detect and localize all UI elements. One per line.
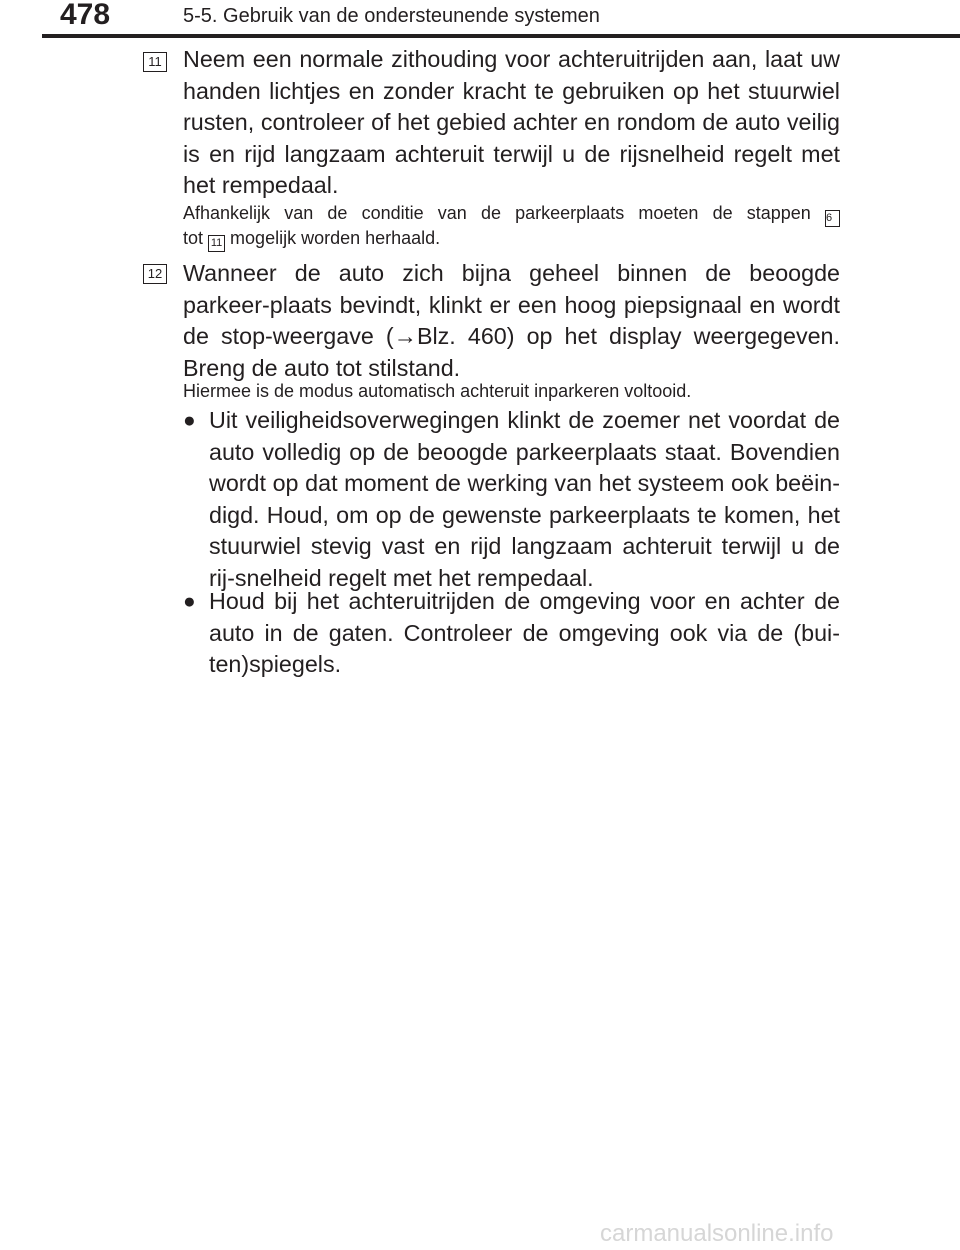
note-line	[183, 202, 840, 227]
step-text: Neem een normale zithouding voor achteruitrijden aan, laat uw handen lichtjes en zonder kracht te gebruiken op het stuurwiel rusten, controleer of het gebied achter en rondom de auto veilig is en rijd langzaam achteruit terwijl u de rijsnelheid regelt met het rempedaal.	[183, 46, 840, 198]
step-number-box: 11	[143, 52, 167, 72]
page-number: 478	[60, 0, 111, 31]
header-divider	[42, 34, 960, 38]
bullet-text: Houd bij het achteruitrijden de omgeving voor en achter de auto in de gaten. Controleer de omgeving ook via de (bui-ten)spiegels.	[209, 588, 840, 677]
note-text: mogelijk worden herhaald.	[230, 228, 441, 248]
step-ref-box: 11	[208, 235, 225, 252]
section-title: 5-5. Gebruik van de ondersteunende systemen	[183, 5, 600, 27]
watermark: carmanualsonline.info	[600, 1220, 834, 1247]
note-text: tot	[183, 228, 204, 248]
bullet-text: Uit veiligheidsoverwegingen klinkt de zoemer net voordat de auto volledig op de beoogde parkeerplaats staat. Bovendien wordt op dat moment de werking van het systeem ook beëin-digd. Houd, om op de gewenste parkeerplaats te komen, het stuurwiel stevig vast en rijd langzaam achteruit terwijl u de rij-snelheid regelt met het rempedaal.	[209, 407, 840, 591]
note-completed: Hiermee is de modus automatisch achteruit inparkeren voltooid.	[183, 381, 692, 401]
note-repeat-steps	[183, 202, 840, 252]
bullet-item	[183, 405, 840, 594]
bullet-icon: ●	[183, 590, 196, 613]
bullet-item	[183, 586, 840, 681]
step-number-box: 12	[143, 264, 167, 284]
step-ref-box: 6	[825, 210, 840, 227]
note-text: Afhankelijk van de conditie van de parkeerplaats moeten de stappen	[183, 203, 811, 223]
step-text: Wanneer de auto zich bijna geheel binnen de beoogde parkeer-plaats bevindt, klinkt er een hoog piepsignaal en wordt de stop-weergave (→Blz. 460) op het display weergegeven. Breng de auto tot stilstand.	[183, 260, 840, 381]
bullet-icon: ●	[183, 409, 196, 432]
